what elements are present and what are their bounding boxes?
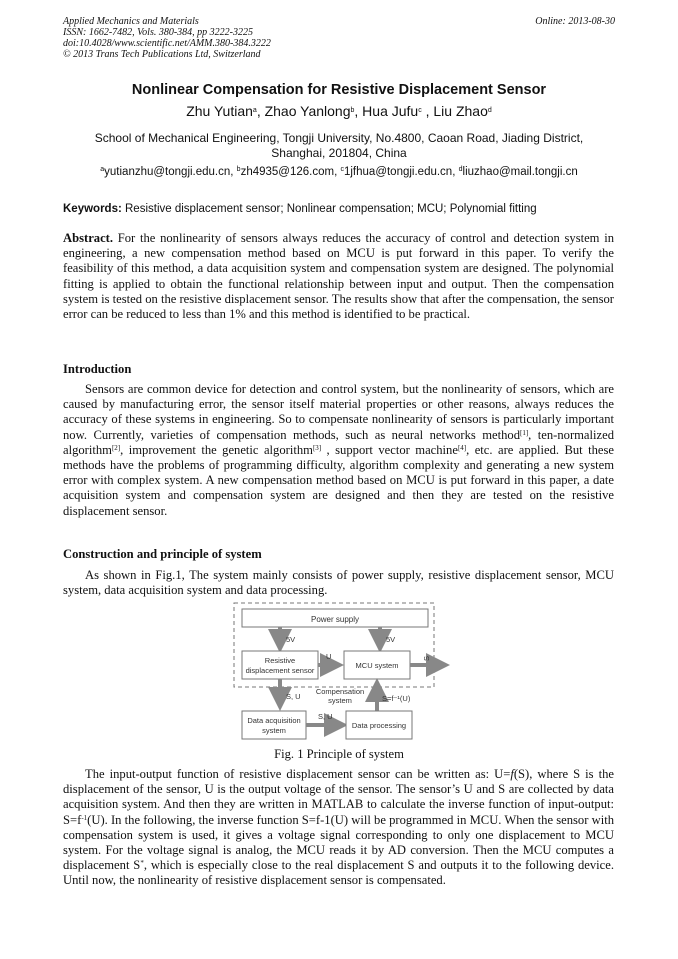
power-supply-label: Power supply: [310, 615, 360, 624]
construction-paragraph-1: As shown in Fig.1, The system mainly consists of power supply, resistive displacement sensor, MCU system, data acquisition system and data processing.: [63, 568, 614, 598]
superscript-inverse: -1: [81, 813, 88, 822]
journal-name: Applied Mechanics and Materials: [63, 16, 199, 27]
citation-ref[interactable]: [3]: [312, 443, 322, 452]
superscript-star: *: [140, 859, 144, 868]
author-name: Liu Zhao: [433, 103, 488, 119]
email-separator: ,: [334, 166, 341, 178]
label-su-down: S, U: [286, 692, 301, 701]
email-mark: c: [340, 166, 344, 173]
author-list: [0, 103, 678, 119]
author-mark: a: [252, 107, 257, 114]
email-address[interactable]: 1jfhua@tongji.edu.cn: [343, 166, 453, 178]
author-separator: ,: [354, 103, 363, 119]
intro-text: , support vector machine: [321, 442, 458, 457]
email-address[interactable]: yutianzhu@tongji.edu.cn: [104, 166, 231, 178]
introduction-heading: Introduction: [63, 362, 132, 376]
journal-header: [63, 16, 271, 60]
intro-text: , improvement the genetic algorithm: [120, 442, 313, 457]
email-mark: b: [236, 166, 241, 173]
compensation-label-line1: Compensation: [315, 687, 365, 696]
doi-line: doi:10.4028/www.scientific.net/AMM.380-384.3222: [63, 38, 271, 49]
abstract-text: For the nonlinearity of sensors always reduces the accuracy of control and detection system in engineering, a new compensation method based on MCU is put forward in this paper. To verify the feasibility of this method, a data acquisition system and compensation system are designed. The polynomial fitting is applied to obtain the functional relationship between input and output. Then the compensation system is tested on the resistive displacement sensor. The results show that after the compensation, the sensor error can be reduced to less than 1% and this method is identified to be practical.: [63, 231, 615, 322]
email-address[interactable]: zh4935@126.com: [240, 166, 335, 178]
processing-label: Data processing: [351, 721, 407, 730]
author-mark: c: [418, 107, 422, 114]
abstract-label: Abstract.: [63, 231, 114, 245]
author-name: Zhao Yanlong: [264, 103, 351, 119]
citation-ref[interactable]: [2]: [111, 443, 121, 452]
citation-ref[interactable]: [4]: [457, 443, 467, 452]
label-s-out: S: [422, 655, 431, 661]
keywords-text: Resistive displacement sensor; Nonlinear compensation; MCU; Polynomial fitting: [125, 203, 537, 215]
author-name: Hua Jufu: [362, 103, 419, 119]
online-date: Online: 2013-08-30: [535, 16, 615, 27]
figure-caption: Fig. 1 Principle of system: [274, 747, 404, 761]
label-su-mid: S, U: [318, 712, 333, 721]
construction-heading: Construction and principle of system: [63, 547, 262, 561]
copyright-line: © 2013 Trans Tech Publications Ltd, Switzerland: [63, 49, 261, 60]
sensor-label-line2: displacement sensor: [245, 666, 315, 675]
email-mark: d: [458, 166, 463, 173]
email-separator: ,: [230, 166, 237, 178]
author-mark: b: [350, 107, 355, 114]
author-separator: ,: [421, 103, 434, 119]
email-list: [0, 166, 678, 178]
daq-label-line2: system: [262, 726, 286, 735]
figure-1-diagram: [232, 601, 454, 745]
keywords-label: Keywords:: [63, 203, 122, 215]
citation-ref[interactable]: [1]: [520, 428, 529, 437]
label-5v-left: 5V: [286, 635, 296, 644]
body-text: (U). In the following, the inverse function S=f-1(U) will be programmed in MCU. When the sensor with compensation system is used, it gives a voltage signal corresponding to only one displacement to MCU system. For the voltage signal is analog, the MCU reads it by AD conversion. Then the MCU computes a displacement S: [63, 812, 614, 873]
email-mark: a: [100, 166, 105, 173]
label-5v-right: 5V: [386, 635, 396, 644]
author-separator: ,: [256, 103, 265, 119]
label-u: U: [326, 652, 332, 661]
body-text: The input-output function of resistive displacement sensor can be written as: U=: [85, 767, 511, 781]
body-text: (S), where S is the displacement of the sensor, U is the output voltage of the sensor. The sensor’s U and S are collected by data acquisition system. And then they are written in MATLAB to calculate the inverse function of input-output: S=f: [63, 767, 614, 827]
intro-text: , etc. are applied. But these methods have the problems of programming difficulty, algorithm complexity and generating a new system error with complex system. A new compensation method based on MCU is put forward in this paper, a date acquisition system and compensation system are designed and then they are tested on the resistive displacement sensor.: [63, 442, 614, 518]
affiliation: School of Mechanical Engineering, Tongji University, No.4800, Caoan Road, Jiading District, Shanghai, 201804, China: [94, 131, 584, 160]
author-name: Zhu Yutian: [186, 103, 253, 119]
mcu-label: MCU system: [355, 661, 399, 670]
email-address[interactable]: liuzhao@mail.tongji.cn: [462, 166, 578, 178]
compensation-label-line2: system: [328, 696, 352, 705]
issn-line: ISSN: 1662-7482, Vols. 380-384, pp 3222-3225: [63, 27, 253, 38]
intro-text: Sensors are common device for detection and control system, but the nonlinearity of sensors, which are caused by manufacturing error, the sensor itself material properties or other reasons, always reduces the accuracy of these systems in engineering. So to compensate nonlinearity of sensors is particularly important now. Currently, varieties of compensation methods, such as neural networks method: [63, 382, 614, 442]
introduction-paragraph: [63, 382, 614, 519]
author-mark: d: [487, 107, 492, 114]
label-inverse: S=f⁻¹(U): [382, 694, 411, 703]
abstract: [63, 231, 614, 322]
body-text: , which is especially close to the real displacement S and outputs it to the following device. Until now, the nonlinearity of resistive displacement sensor is compensated.: [63, 858, 614, 888]
keywords: [63, 203, 615, 215]
paper-title: Nonlinear Compensation for Resistive Displacement Sensor: [131, 82, 547, 98]
sensor-label-line1: Resistive: [264, 656, 296, 665]
intro-text: , ten-normalized algorithm: [63, 427, 614, 457]
italic-f: f: [510, 767, 514, 781]
email-separator: ,: [452, 166, 459, 178]
daq-label-line1: Data acquisition: [247, 716, 301, 725]
construction-paragraph-2: [63, 767, 614, 889]
